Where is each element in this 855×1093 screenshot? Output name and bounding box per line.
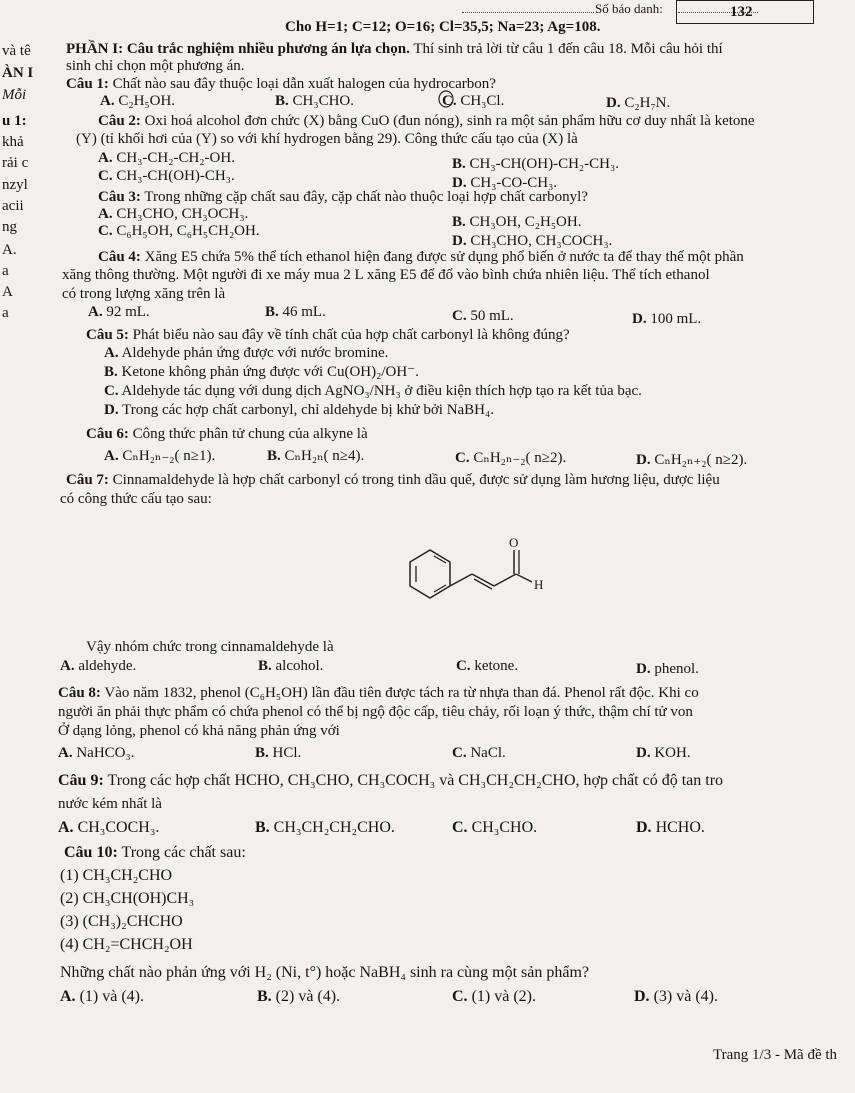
q9-option-c: C. CH₃CHO. xyxy=(452,819,538,836)
struct-hydrogen-label: H xyxy=(534,577,544,592)
margin-fragment: nzyl xyxy=(2,177,28,193)
q5-stem xyxy=(86,326,570,344)
margin-fragment: rải c xyxy=(2,155,29,171)
q10-option-b: B. (2) và (4). xyxy=(257,988,341,1005)
q1-stem xyxy=(66,75,496,93)
struct-oxygen-label: O xyxy=(509,535,519,550)
q10-stem xyxy=(64,844,246,862)
q10-item: (3) (CH₃)₂CHCHO xyxy=(60,913,183,930)
q1-option-c: C. CH₃Cl. xyxy=(442,93,505,109)
margin-fragment: và tê xyxy=(2,43,31,59)
q7-option-d: D. phenol. xyxy=(636,661,699,677)
margin-fragment: ng xyxy=(2,219,17,235)
q9-label: Câu 9: xyxy=(58,772,104,789)
q3-option-d: D. CH₃CHO, CH₃COCH₃. xyxy=(452,233,613,249)
part-title xyxy=(66,40,723,58)
q10-question: Những chất nào phản ứng với H₂ (Ni, t°) hoặc NaBH₄ sinh ra cùng một sản phẩm? xyxy=(60,964,590,981)
q1-option-a: A. C₂H₅OH. xyxy=(100,93,176,109)
q7-question: Vậy nhóm chức trong cinnamaldehyde là xyxy=(86,639,334,655)
q9-stem-line2: nước kém nhất là xyxy=(58,796,162,812)
q3-text: Trong những cặp chất sau đây, cặp chất nào thuộc loại hợp chất carbonyl? xyxy=(140,189,588,205)
q7-stem-line2: có công thức cấu tạo sau: xyxy=(60,491,212,507)
q5-option-b: B. Ketone không phản ứng được với Cu(OH)₂/OH⁻. xyxy=(104,364,419,380)
q4-option-b: B. 46 mL. xyxy=(265,304,326,320)
q5-option-a: A. Aldehyde phản ứng được với nước bromine. xyxy=(104,345,389,361)
q7-text: Cinnamaldehyde là hợp chất carbonyl có trong tinh dầu quế, được sử dụng làm hương liệu, dược liệu xyxy=(108,472,720,488)
q4-stem xyxy=(98,248,744,266)
q10-option-d: D. (3) và (4). xyxy=(634,988,718,1005)
page-code: 132 xyxy=(730,4,753,20)
q10-option-a: A. (1) và (4). xyxy=(60,988,144,1005)
q7-label: Câu 7: xyxy=(66,472,109,488)
q5-option-c: C. Aldehyde tác dụng với dung dịch AgNO₃/NH₃ ở điều kiện thích hợp tạo ra kết tủa bạc. xyxy=(104,383,642,399)
q3-option-a: A. CH₃CHO, CH₃OCH₃. xyxy=(98,206,249,222)
q7-option-a: A. aldehyde. xyxy=(60,658,137,674)
q2-option-a: A. CH₃-CH₂-CH₂-OH. xyxy=(98,150,235,166)
margin-fragment: u 1: xyxy=(2,113,27,129)
q3-option-b: B. CH₃OH, C₂H₅OH. xyxy=(452,214,582,230)
q9-text: Trong các hợp chất HCHO, CH₃CHO, CH₃COCH₃ và CH₃CH₂CH₂CHO, hợp chất có độ tan tro xyxy=(103,772,724,789)
q7-option-c: C. ketone. xyxy=(456,658,519,674)
margin-fragment: khả xyxy=(2,134,24,150)
q1-text: Chất nào sau đây thuộc loại dẫn xuất halogen của hydrocarbon? xyxy=(108,76,496,92)
q8-option-c: C. NaCl. xyxy=(452,745,506,761)
sbd-label: Số báo danh: xyxy=(595,1,663,16)
q2-stem-line2: (Y) (tỉ khối hơi của (Y) so với khí hydrogen bằng 29). Công thức cấu tạo của (X) là xyxy=(76,131,578,147)
q8-option-b: B. HCl. xyxy=(255,745,302,761)
q7-stem xyxy=(66,471,720,489)
margin-fragment: Mỗi xyxy=(2,87,27,103)
q8-stem-line2: người ăn phải thực phẩm có chứa phenol có thể bị ngộ độc cấp, tiêu chảy, rối loạn ý thức, thậm chí tử von xyxy=(58,704,693,720)
margin-fragment: A xyxy=(2,284,13,300)
margin-fragment: acii xyxy=(2,198,24,214)
q10-item: (2) CH₃CH(OH)CH₃ xyxy=(60,890,195,907)
q10-item: (1) CH₃CH₂CHO xyxy=(60,867,173,884)
q3-option-c: C. C₆H₅OH, C₆H₅CH₂OH. xyxy=(98,223,260,239)
q8-label: Câu 8: xyxy=(58,685,101,701)
q10-label: Câu 10: xyxy=(64,844,118,861)
q8-text: Vào năm 1832, phenol (C₆H₅OH) lần đầu tiên được tách ra từ nhựa than đá. Phenol rất độc. Khi co xyxy=(100,685,699,701)
q6-option-c: C. CₙH₂ₙ₋₂( n≥2). xyxy=(455,450,567,466)
q6-label: Câu 6: xyxy=(86,426,129,442)
part-title-line2: sinh chỉ chọn một phương án. xyxy=(66,58,245,74)
q3-stem xyxy=(98,188,588,206)
q2-stem xyxy=(98,112,755,130)
q2-option-b: B. CH₃-CH(OH)-CH₂-CH₃. xyxy=(452,156,619,172)
q5-text: Phát biểu nào sau đây về tính chất của hợp chất carbonyl là không đúng? xyxy=(128,327,570,343)
q4-option-a: A. 92 mL. xyxy=(88,304,150,320)
q5-label: Câu 5: xyxy=(86,327,129,343)
q8-option-a: A. NaHCO₃. xyxy=(58,745,135,761)
q2-option-d: D. CH₃-CO-CH₃. xyxy=(452,175,558,191)
margin-fragment: A. xyxy=(2,242,17,258)
cinnamaldehyde-structure xyxy=(396,538,556,616)
q1-label: Câu 1: xyxy=(66,76,109,92)
q4-stem-line2: xăng thông thường. Một người đi xe máy mua 2 L xăng E5 để đổ vào bình chứa nhiên liệu. Thể tích ethanol xyxy=(62,267,710,283)
q2-text: Oxi hoá alcohol đơn chức (X) bằng CuO (đun nóng), sinh ra một sản phẩm hữu cơ duy nhất là ketone xyxy=(140,113,755,129)
q1-option-b: B. CH₃CHO. xyxy=(275,93,355,109)
constants: Cho H=1; C=12; O=16; Cl=35,5; Na=23; Ag=108. xyxy=(285,19,601,35)
margin-fragment: ÀN I xyxy=(2,65,34,81)
q4-option-c: C. 50 mL. xyxy=(452,308,514,324)
q10-option-c: C. (1) và (2). xyxy=(452,988,536,1005)
q4-option-d: D. 100 mL. xyxy=(632,311,702,327)
part-title-bold: PHẦN I: Câu trắc nghiệm nhiều phương án lựa chọn. xyxy=(66,41,410,57)
q8-stem-line3: Ở dạng lỏng, phenol có khả năng phản ứng với xyxy=(58,723,340,739)
page-footer: Trang 1/3 - Mã đề th xyxy=(713,1047,838,1063)
q4-stem-line3: có trong lượng xăng trên là xyxy=(62,286,226,302)
q6-option-d: D. CₙH₂ₙ₊₂( n≥2). xyxy=(636,452,748,468)
q10-text: Trong các chất sau: xyxy=(117,844,246,861)
sbd-dotted-line xyxy=(462,12,594,13)
q9-option-d: D. HCHO. xyxy=(636,819,705,836)
q6-option-b: B. CₙH₂ₙ( n≥4). xyxy=(267,448,365,464)
q8-stem xyxy=(58,684,699,702)
q2-option-c: C. CH₃-CH(OH)-CH₃. xyxy=(98,168,235,184)
part-title-rest: Thí sinh trả lời từ câu 1 đến câu 18. Mỗi câu hỏi thí xyxy=(409,41,723,57)
margin-fragment: a xyxy=(2,263,9,279)
q6-text: Công thức phân tử chung của alkyne là xyxy=(128,426,368,442)
q8-option-d: D. KOH. xyxy=(636,745,691,761)
q4-label: Câu 4: xyxy=(98,249,141,265)
answer-circle-mark xyxy=(438,90,454,108)
q2-label: Câu 2: xyxy=(98,113,141,129)
q7-option-b: B. alcohol. xyxy=(258,658,324,674)
q4-text: Xăng E5 chứa 5% thể tích ethanol hiện đang được sử dụng phổ biến ở nước ta để thay thế một phần xyxy=(140,249,744,265)
q3-label: Câu 3: xyxy=(98,189,141,205)
q1-option-d: D. C₂H₇N. xyxy=(606,95,671,111)
q6-option-a: A. CₙH₂ₙ₋₂( n≥1). xyxy=(104,448,216,464)
q5-option-d: D. Trong các hợp chất carbonyl, chỉ aldehyde bị khử bởi NaBH₄. xyxy=(104,402,494,418)
q6-stem xyxy=(86,425,368,443)
q9-option-b: B. CH₃CH₂CH₂CHO. xyxy=(255,819,395,836)
q9-stem xyxy=(58,772,723,790)
margin-fragment: a xyxy=(2,305,9,321)
q10-item: (4) CH₂=CHCH₂OH xyxy=(60,936,193,953)
q9-option-a: A. CH₃COCH₃. xyxy=(58,819,160,836)
